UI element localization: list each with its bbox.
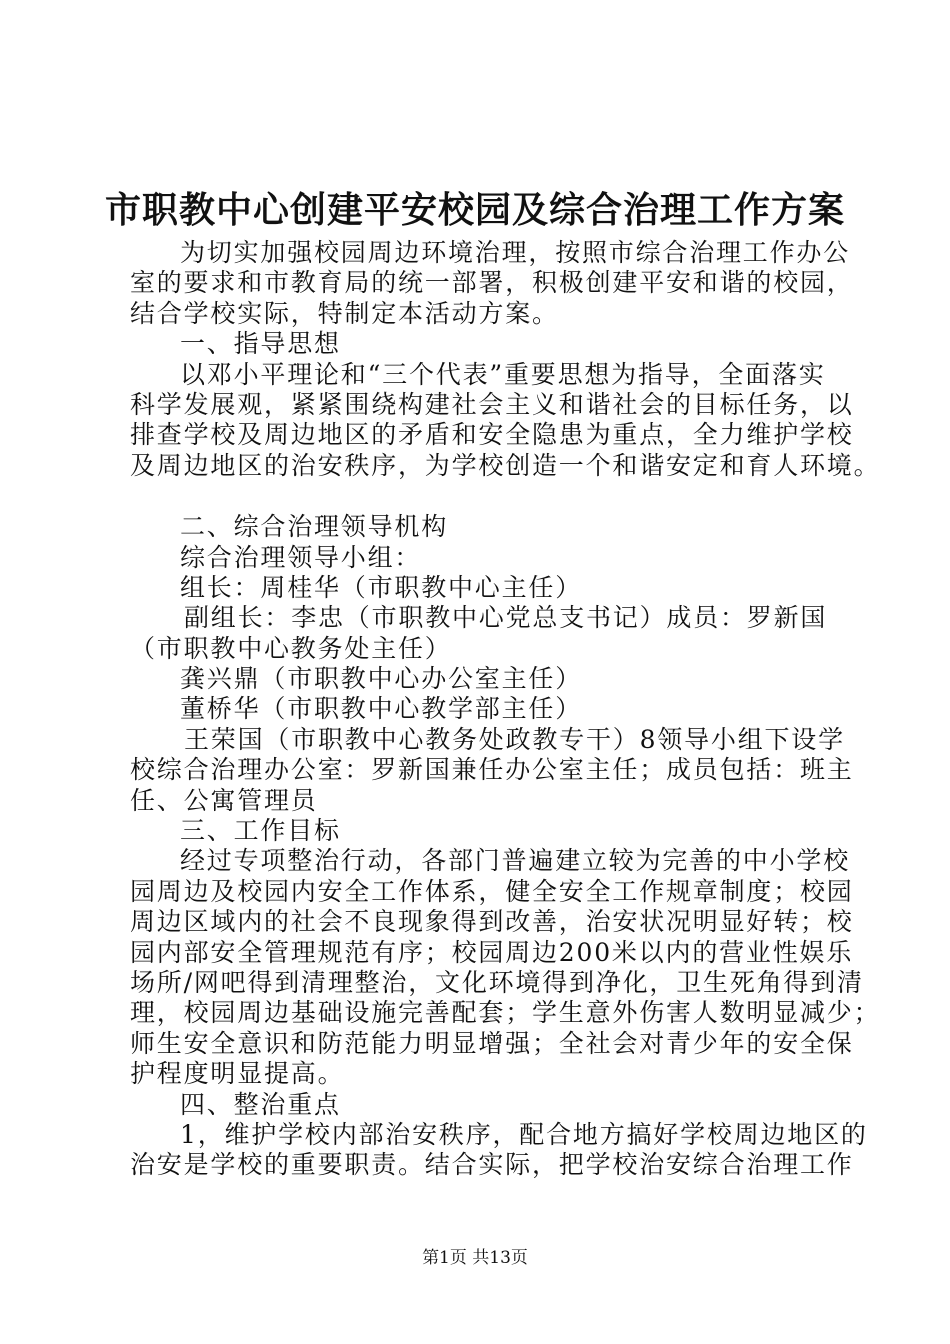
section-heading: 三、工作目标 <box>180 816 341 846</box>
body-line: 治安是学校的重要职责。结合实际，把学校治安综合治理工作 <box>130 1150 854 1180</box>
body-line: 室的要求和市教育局的统一部署，积极创建平安和谐的校园， <box>130 268 854 298</box>
body-line: 副组长：李忠（市职教中心党总支书记）成员：罗新国 <box>184 603 828 633</box>
blank-line <box>130 481 834 512</box>
body-line: 经过专项整治行动，各部门普遍建立较为完善的中小学校 <box>180 846 851 876</box>
body-line: 综合治理领导小组： <box>180 542 422 572</box>
body-line: 园周边及校园内安全工作体系，健全安全工作规章制度；校园 <box>130 876 854 906</box>
body-line: 护程度明显提高。 <box>130 1059 345 1089</box>
body-line: 任、公寓管理员 <box>130 785 318 815</box>
body-line: 王荣国（市职教中心教务处政教专干）8领导小组下设学 <box>184 724 845 754</box>
body-line: 师生安全意识和防范能力明显增强；全社会对青少年的安全保 <box>130 1028 854 1058</box>
body-line: 校综合治理办公室：罗新国兼任办公室主任；成员包括：班主 <box>130 755 854 785</box>
body-line: 龚兴鼎（市职教中心办公室主任） <box>180 664 583 694</box>
section-heading: 一、指导思想 <box>180 329 341 359</box>
section-heading: 二、综合治理领导机构 <box>180 512 449 542</box>
body-line: 理，校园周边基础设施完善配套；学生意外伤害人数明显减少； <box>130 998 881 1028</box>
body-line: 周边区域内的社会不良现象得到改善，治安状况明显好转；校 <box>130 907 854 937</box>
body-line: 1，维护学校内部治安秩序，配合地方搞好学校周边地区的 <box>180 1119 868 1149</box>
body-line: 董桥华（市职教中心教学部主任） <box>180 694 583 724</box>
document-title: 市职教中心创建平安校园及综合治理工作方案 <box>104 189 845 231</box>
body-line: （市职教中心教务处主任） <box>130 633 452 663</box>
body-line: 园内部安全管理规范有序；校园周边200米以内的营业性娱乐 <box>130 937 854 967</box>
body-line: 科学发展观，紧紧围绕构建社会主义和谐社会的目标任务，以 <box>130 389 854 419</box>
body-line: 以邓小平理论和“三个代表”重要思想为指导，全面落实 <box>180 359 826 389</box>
page-number-footer: 第1页 共13页 <box>422 1248 528 1268</box>
section-heading: 四、整治重点 <box>180 1089 341 1119</box>
body-line: 排查学校及周边地区的矛盾和安全隐患为重点，全力维护学校 <box>130 420 854 450</box>
body-line: 场所/网吧得到清理整治，文化环境得到净化，卫生死角得到清 <box>130 967 864 997</box>
body-line: 结合学校实际，特制定本活动方案。 <box>130 298 559 328</box>
body-line: 及周边地区的治安秩序，为学校创造一个和谐安定和育人环境。 <box>130 450 881 480</box>
body-line: 组长：周桂华（市职教中心主任） <box>180 572 583 602</box>
body-line: 为切实加强校园周边环境治理，按照市综合治理工作办公 <box>180 238 851 267</box>
document-body <box>130 238 881 1181</box>
